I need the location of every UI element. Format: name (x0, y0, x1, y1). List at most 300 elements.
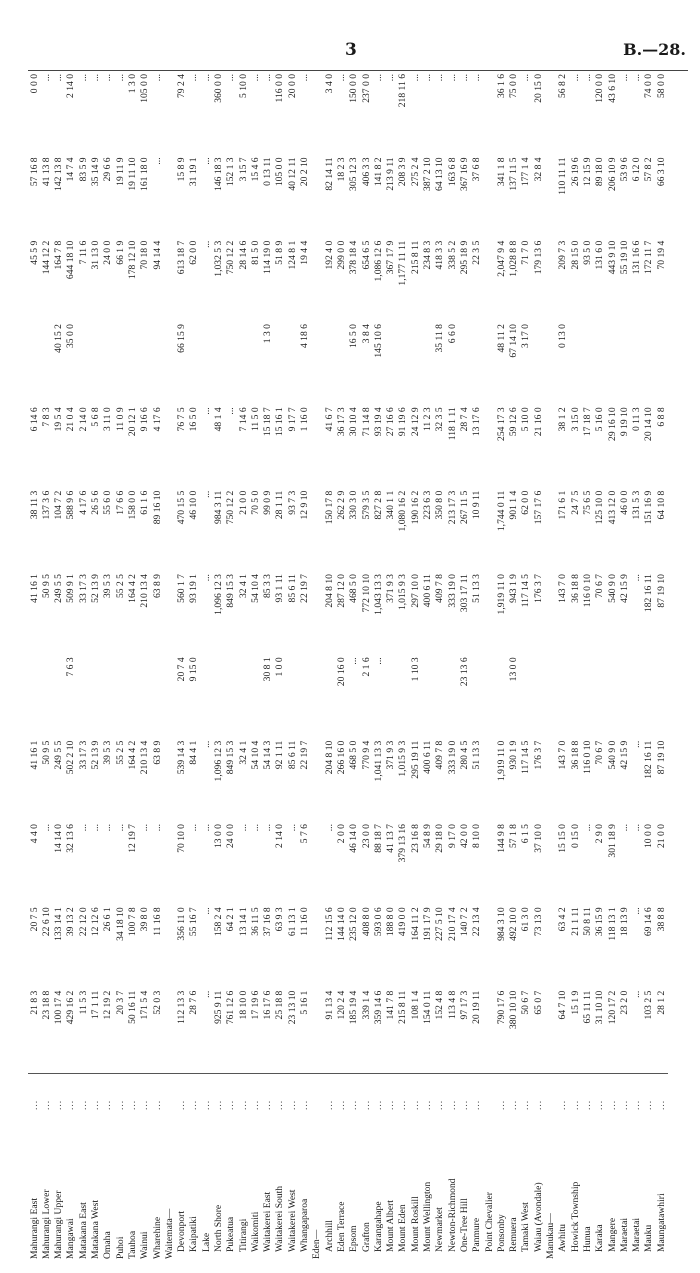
amount-cell (274, 322, 286, 405)
amount-cell: 1 10 3 (409, 657, 421, 682)
amount-cell (163, 989, 175, 1072)
row-label: Tamaki West (520, 1202, 532, 1252)
amount-cell (594, 655, 606, 738)
amount-cell: 26 6 1 (102, 907, 114, 932)
amount-cell (311, 489, 323, 572)
amount-cell: 36 18 8 (569, 740, 581, 770)
table-row (102, 72, 114, 1262)
amount-cell: 41 16 1 (28, 740, 40, 770)
amount-cell: 158 2 4 (213, 907, 224, 937)
leader-dots: ... (557, 1099, 569, 1110)
amount-cell: 925 9 11 (213, 990, 224, 1024)
table-row (65, 72, 77, 1262)
amount-cell (311, 72, 323, 155)
amount-cell: 750 12 2 (225, 240, 237, 275)
amount-cell (311, 405, 323, 488)
amount-cell (163, 905, 175, 988)
table-row (77, 72, 89, 1262)
amount-cell: 37 16 8 (262, 907, 274, 937)
rotated-table-frame (28, 72, 668, 1262)
amount-cell: 387 2 10 (422, 157, 434, 191)
amount-cell (237, 655, 249, 738)
amount-cell: 182 16 11 (643, 740, 655, 779)
amount-cell (151, 322, 163, 405)
amount-cell (163, 572, 175, 655)
amount-cell: 52 13 9 (90, 574, 102, 603)
row-label: Waitakerei South (274, 1185, 286, 1252)
amount-cell: 18 10 0 (237, 990, 249, 1020)
amount-cell: 17 1 11 (90, 990, 102, 1020)
amount-cell: 30 10 4 (348, 407, 360, 437)
amount-cell: 150 0 0 (348, 74, 360, 103)
amount-cell: 46 14 0 (348, 824, 360, 853)
amount-cell (544, 489, 556, 572)
amount-cell: 164 4 2 (126, 740, 138, 770)
amount-cell: 502 2 10 (65, 740, 77, 775)
amount-cell: 36 11 5 (249, 907, 261, 936)
amount-cell: 142 13 8 (53, 157, 65, 191)
amount-cell: 29 6 6 (102, 157, 114, 182)
amount-cell: 2 14 0 (77, 407, 89, 432)
amount-cell (163, 405, 175, 488)
amount-cell: 4 18 6 (299, 324, 311, 349)
amount-cell: 39 8 0 (139, 907, 151, 932)
amount-cell: 25 18 8 (274, 990, 286, 1020)
leader-dots: ... (655, 1099, 667, 1110)
table-row (176, 72, 188, 1262)
amount-cell: ... (102, 824, 114, 832)
amount-cell (200, 655, 212, 738)
amount-cell: ... (114, 824, 126, 832)
amount-cell (643, 655, 655, 738)
amount-cell (544, 739, 556, 822)
amount-cell: 21 16 0 (532, 407, 544, 437)
amount-cell (655, 322, 668, 405)
amount-cell: 50 9 5 (40, 740, 52, 765)
row-label: Mahurangi Upper (53, 1190, 65, 1259)
amount-cell: 75 0 0 (508, 74, 520, 98)
row-label: Newmarket (434, 1207, 446, 1252)
amount-cell: 46 0 0 (618, 490, 630, 515)
amount-cell: 40 12 11 (286, 157, 298, 191)
amount-cell: 204 8 10 (323, 740, 335, 775)
amount-cell: 16 5 0 (188, 407, 200, 432)
leader-dots: ... (606, 1099, 618, 1110)
amount-cell: 492 10 0 (508, 907, 520, 941)
amount-cell: 790 17 6 (495, 990, 507, 1025)
amount-cell: 28 7 6 (188, 990, 200, 1015)
leader-dots: ... (262, 1099, 274, 1110)
amount-cell (311, 655, 323, 738)
amount-cell: 215 8 11 (397, 990, 409, 1024)
table-row (89, 72, 101, 1262)
amount-cell: 38 1 2 (557, 407, 569, 432)
amount-cell: 1,015 9 3 (397, 574, 409, 611)
amount-cell: 333 19 0 (446, 740, 458, 775)
amount-cell: 37 10 0 (532, 824, 544, 853)
amount-cell (311, 739, 323, 822)
amount-cell: 64 10 8 (655, 490, 667, 520)
amount-cell: 116 0 10 (581, 740, 593, 774)
leader-dots: ... (53, 1099, 65, 1110)
amount-cell: 176 3 7 (532, 740, 544, 770)
amount-cell: 141 8 2 (372, 157, 384, 187)
amount-cell: 267 11 5 (458, 490, 470, 524)
row-label: Mount Albert (385, 1200, 397, 1252)
amount-cell: 3 4 0 (323, 74, 335, 94)
amount-cell: 2 1 6 (360, 657, 372, 677)
amount-cell: 1,086 12 6 (372, 240, 384, 282)
amount-cell (618, 655, 630, 738)
amount-cell: 116 0 10 (581, 574, 593, 608)
leader-dots: ... (139, 1099, 151, 1110)
amount-cell: 509 9 1 (65, 574, 77, 603)
leader-dots: ... (348, 1099, 360, 1110)
amount-cell: 7 8 3 (40, 407, 52, 427)
amount-cell: 150 17 8 (323, 490, 335, 525)
amount-cell: 26 5 6 (90, 490, 102, 515)
leader-dots: ... (102, 1099, 114, 1110)
amount-cell (335, 322, 347, 405)
amount-cell: 9 19 10 (618, 407, 630, 437)
amount-cell: 31 10 10 (594, 990, 606, 1025)
amount-cell: 1,028 8 8 (508, 240, 520, 277)
amount-cell (631, 322, 643, 405)
amount-cell: 190 16 2 (409, 490, 421, 525)
amount-cell: 9 17 7 (286, 407, 298, 432)
table-row (212, 72, 224, 1262)
amount-cell (544, 822, 556, 905)
amount-cell: 34 18 10 (114, 907, 126, 941)
amount-cell: 35 0 0 (65, 324, 77, 349)
amount-cell (544, 655, 556, 738)
amount-cell (28, 655, 40, 738)
amount-cell: 32 3 5 (434, 407, 446, 432)
table-row (249, 72, 261, 1262)
row-label: Mount Roskill (409, 1196, 421, 1252)
amount-cell: 63 8 9 (151, 574, 163, 599)
amount-cell: 23 13 6 (458, 657, 470, 687)
amount-cell (114, 655, 126, 738)
amount-cell: 66 1 9 (114, 240, 126, 265)
amount-cell: ... (200, 907, 212, 915)
amount-cell: ... (262, 824, 274, 832)
amount-cell: 20 16 0 (335, 657, 347, 687)
row-label: Mangawai (65, 1218, 77, 1259)
amount-cell: 280 4 5 (458, 740, 470, 770)
amount-cell: 2,047 9 4 (495, 240, 507, 277)
row-label: Titirangi (237, 1218, 249, 1252)
row-label: Waikomiti (249, 1211, 261, 1252)
row-label: Wainui (139, 1231, 151, 1259)
amount-cell: 13 0 0 (508, 657, 520, 682)
amount-cell: 22 13 4 (471, 907, 483, 937)
amount-cell: 338 5 2 (446, 240, 458, 270)
amount-cell: 161 18 0 (139, 157, 151, 191)
row-label: Matakana East (77, 1202, 89, 1259)
amount-cell: 16 5 0 (348, 324, 360, 349)
amount-cell: 131 16 6 (631, 240, 643, 275)
amount-cell: 26 19 6 (569, 157, 581, 187)
amount-cell: 42 0 0 (458, 824, 470, 848)
amount-cell: 1,043 13 3 (372, 574, 384, 615)
amount-cell (606, 322, 618, 405)
amount-cell: 32 4 1 (237, 740, 249, 765)
amount-cell: 154 0 11 (422, 990, 434, 1024)
amount-cell (594, 322, 606, 405)
amount-cell: 204 8 10 (323, 574, 335, 608)
amount-cell: 146 18 3 (213, 157, 224, 191)
amount-cell: 21 0 4 (65, 407, 77, 432)
amount-cell: 28 7 4 (458, 407, 470, 432)
amount-cell: 32 8 4 (532, 157, 544, 182)
row-label: Point Chevalier (483, 1192, 495, 1252)
amount-cell (483, 405, 495, 488)
leader-dots: ... (114, 1099, 126, 1110)
amount-cell: 12 12 6 (90, 907, 102, 937)
row-label: Maraetai (618, 1217, 630, 1252)
amount-cell: 772 10 10 (360, 574, 372, 613)
amount-cell: 42 15 9 (618, 740, 630, 770)
amount-cell: 118 13 1 (606, 907, 618, 941)
amount-cell: 50 16 11 (126, 990, 138, 1024)
amount-cell: ... (581, 824, 593, 832)
amount-cell: 88 18 7 (372, 824, 384, 853)
amount-cell: 613 18 7 (176, 240, 188, 275)
amount-cell (643, 322, 655, 405)
amount-cell: 89 18 0 (594, 157, 606, 187)
amount-cell: 124 8 1 (286, 240, 298, 270)
amount-cell: 540 9 0 (606, 574, 618, 603)
table-row (385, 72, 397, 1262)
amount-cell: 6 8 8 (655, 407, 667, 427)
amount-cell: ... (114, 74, 126, 82)
amount-cell: 54 14 3 (262, 740, 274, 770)
amount-cell: ... (151, 157, 163, 165)
leader-dots (311, 1072, 323, 1112)
table-row (422, 72, 434, 1262)
amount-cell: 1,096 12 3 (213, 740, 224, 782)
amount-cell (163, 322, 175, 405)
table-row (126, 72, 138, 1262)
amount-cell: 143 7 0 (557, 574, 569, 603)
amount-cell: 3 11 0 (102, 407, 114, 432)
amount-cell: 262 2 9 (335, 490, 347, 520)
header-rule (28, 70, 688, 71)
amount-cell: ... (139, 824, 151, 832)
amount-cell (237, 322, 249, 405)
amount-cell (40, 322, 52, 405)
amount-cell: 5 16 1 (299, 990, 311, 1015)
amount-cell: 1,032 5 3 (213, 240, 224, 277)
leader-dots: ... (200, 1099, 212, 1110)
amount-cell: 750 12 2 (225, 490, 237, 525)
amount-cell: 117 14 5 (520, 574, 532, 608)
amount-cell: 19 4 4 (299, 240, 311, 265)
row-label: Devonport (176, 1210, 188, 1252)
amount-cell: 41 6 7 (323, 407, 335, 432)
amount-cell: 3 15 7 (237, 157, 249, 182)
amount-cell (544, 72, 556, 155)
amount-cell (544, 572, 556, 655)
amount-cell: 64 7 10 (557, 990, 569, 1020)
amount-cell: 85 6 11 (286, 574, 298, 603)
amount-cell: 237 0 0 (360, 74, 372, 103)
amount-cell: 57 16 8 (28, 157, 40, 187)
amount-cell: ... (249, 74, 261, 82)
amount-cell: 333 19 0 (446, 574, 458, 608)
amount-cell: ... (631, 824, 643, 832)
amount-cell (311, 322, 323, 405)
amount-cell: 65 0 7 (532, 990, 544, 1015)
leader-dots: ... (188, 1099, 200, 1110)
amount-cell: 178 12 10 (126, 240, 138, 280)
table-row (188, 72, 200, 1262)
amount-cell: 468 5 0 (348, 574, 360, 603)
amount-cell: 39 13 2 (65, 907, 77, 937)
leader-dots: ... (397, 1099, 409, 1110)
document-reference: B.—28. (623, 40, 686, 59)
financial-table (28, 72, 668, 1262)
amount-cell (102, 322, 114, 405)
row-label: Lake (200, 1232, 212, 1252)
amount-cell: 5 10 0 (520, 407, 532, 432)
amount-cell: 1,919 11 0 (495, 740, 507, 782)
leader-dots: ... (643, 1099, 655, 1110)
amount-cell: 145 10 6 (372, 324, 384, 358)
table-row (594, 72, 606, 1262)
amount-cell: 36 18 8 (569, 574, 581, 603)
amount-cell: 19 11 10 (126, 157, 138, 191)
amount-cell: 3 17 0 (520, 324, 532, 349)
amount-cell: 379 13 16 (397, 824, 409, 863)
amount-cell: 15 18 7 (262, 407, 274, 437)
amount-cell: 341 1 8 (495, 157, 507, 187)
amount-cell: 29 16 10 (606, 407, 618, 441)
amount-cell: 0 13 11 (262, 157, 274, 186)
table-row (520, 72, 532, 1262)
amount-cell: 112 13 3 (176, 990, 188, 1024)
amount-cell: ... (237, 824, 249, 832)
amount-cell (311, 989, 323, 1072)
table-row (114, 72, 126, 1262)
amount-cell: 50 6 7 (520, 990, 532, 1015)
amount-cell: 409 7 8 (434, 574, 446, 603)
row-label: North Shore (213, 1204, 224, 1252)
leader-dots: ... (581, 1099, 593, 1110)
amount-cell (311, 572, 323, 655)
table-row (163, 72, 175, 1262)
amount-cell: 249 5 5 (53, 740, 65, 770)
amount-cell (40, 655, 52, 738)
amount-cell: 97 17 3 (458, 990, 470, 1020)
amount-cell: 20 3 7 (114, 990, 126, 1015)
amount-cell: 13 14 1 (237, 907, 249, 937)
amount-cell: 470 15 5 (176, 490, 188, 525)
amount-cell (483, 489, 495, 572)
amount-cell: 19 11 9 (114, 157, 126, 186)
amount-cell (557, 655, 569, 738)
amount-cell: 48 11 2 (495, 324, 507, 353)
amount-cell: 76 7 5 (176, 407, 188, 432)
amount-cell: 35 11 8 (434, 324, 446, 353)
amount-cell: 297 10 0 (409, 574, 421, 608)
amount-cell: 31 19 1 (188, 157, 200, 187)
amount-cell: 125 10 0 (594, 490, 606, 525)
amount-cell (434, 655, 446, 738)
amount-cell: 21 8 3 (28, 990, 40, 1015)
amount-cell: 163 6 8 (446, 157, 458, 187)
amount-cell: 2 14 0 (65, 74, 77, 98)
amount-cell: 45 5 9 (28, 240, 40, 265)
amount-cell: 443 9 10 (606, 240, 618, 275)
amount-cell (163, 239, 175, 322)
amount-cell: ... (200, 490, 212, 498)
amount-cell: 70 10 0 (176, 824, 188, 853)
amount-cell: ... (286, 824, 298, 832)
amount-cell: 19 5 4 (53, 407, 65, 432)
amount-cell: ... (631, 907, 643, 915)
row-label: Panmure (471, 1217, 483, 1252)
table-row (446, 72, 458, 1262)
amount-cell: 55 2 5 (114, 574, 126, 599)
amount-cell: ... (458, 74, 470, 82)
amount-cell: 55 16 7 (188, 907, 200, 937)
amount-cell (532, 322, 544, 405)
amount-cell: 93 5 0 (581, 240, 593, 265)
amount-cell: 23 13 10 (286, 990, 298, 1025)
amount-cell: 65 11 11 (581, 990, 593, 1024)
row-label: Newton-Richmond (446, 1178, 458, 1252)
amount-cell: 12 9 10 (299, 490, 311, 520)
amount-cell: ... (372, 74, 384, 82)
leader-dots: ... (385, 1099, 397, 1110)
leader-dots: ... (360, 1099, 372, 1110)
amount-cell: 171 6 1 (557, 490, 569, 520)
amount-cell: 64 2 1 (225, 907, 237, 932)
table-row (335, 72, 347, 1262)
amount-cell (126, 322, 138, 405)
amount-cell: 1,919 11 0 (495, 574, 507, 615)
amount-cell (139, 655, 151, 738)
amount-cell: 85 6 11 (286, 740, 298, 770)
table-row (237, 72, 249, 1262)
table-row (323, 72, 335, 1262)
amount-cell: 31 13 0 (90, 240, 102, 270)
amount-cell (126, 655, 138, 738)
amount-cell (581, 655, 593, 738)
amount-cell: 164 4 2 (126, 574, 138, 603)
amount-cell: ... (40, 74, 52, 82)
table-row (311, 72, 323, 1262)
amount-cell: 55 2 5 (114, 740, 126, 765)
amount-cell: ... (200, 574, 212, 582)
amount-cell: 15 15 0 (557, 824, 569, 853)
amount-cell: 9 16 6 (139, 407, 151, 432)
amount-cell (77, 655, 89, 738)
amount-cell: 38 8 8 (655, 907, 667, 932)
leader-dots: ... (471, 1099, 483, 1110)
amount-cell (422, 655, 434, 738)
table-row (53, 72, 65, 1262)
amount-cell: 66 15 9 (176, 324, 188, 353)
leader-dots: ... (409, 1099, 421, 1110)
amount-cell: 275 2 4 (409, 157, 421, 187)
amount-cell: 133 14 1 (53, 907, 65, 941)
leader-dots (544, 1072, 556, 1112)
leader-dots: ... (458, 1099, 470, 1110)
amount-cell (139, 322, 151, 405)
